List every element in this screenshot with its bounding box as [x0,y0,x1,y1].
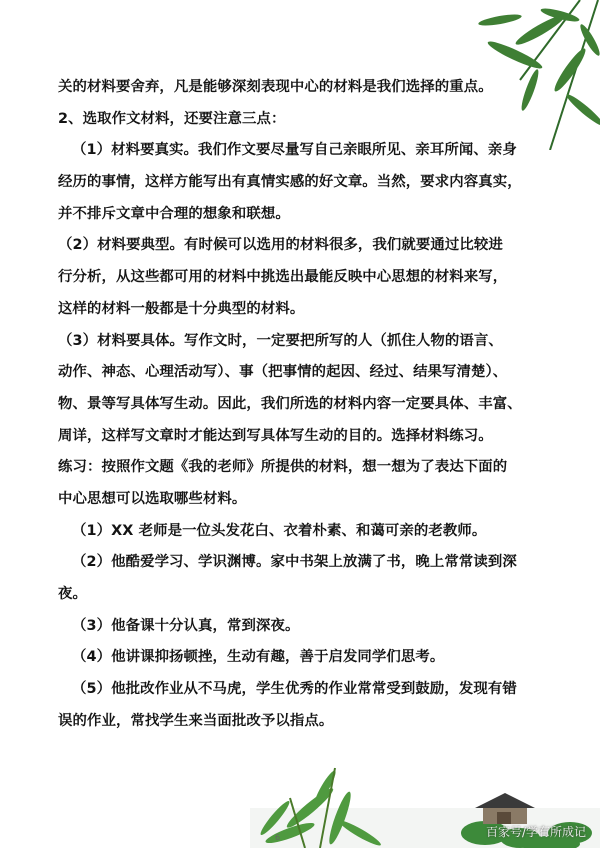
text-line: 2、选取作文材料，还要注意三点： [58,110,286,127]
text-line: 并不排斥文章中合理的想象和联想。 [58,205,290,222]
text-line: （3）材料要具体。写作文时，一定要把所写的人（抓住人物的语言、 [58,332,503,349]
text-line: 物、景等写具体写生动。因此，我们所选的材料内容一定要具体、丰富、 [58,395,522,412]
watermark: 百家号/学有所成记 [485,825,586,839]
text-line: （5）他批改作业从不马虎，学生优秀的作业常常受到鼓励，发现有错 [72,681,517,698]
text-line: 这样的材料一般都是十分典型的材料。 [58,300,305,317]
text-line: （4）他讲课抑扬顿挫，生动有趣，善于启发同学们思考。 [72,649,445,666]
page-number: 6 [275,833,281,842]
document-body [58,72,558,737]
text-line: 周详，这样写文章时才能达到写具体写生动的目的。选择材料练习。 [58,427,493,444]
text-line: 误的作业，常找学生来当面批改予以指点。 [58,712,334,729]
text-line: 夜。 [58,586,87,602]
text-line: 行分析，从这些都可用的材料中挑选出最能反映中心思想的材料来写， [58,269,508,286]
text-line: （3）他备课十分认真，常到深夜。 [72,617,300,634]
text-line: 动作、神态、心理活动写）、事（把事情的起因、经过、结果写清楚）、 [58,364,508,381]
text-line: 练习：按照作文题《我的老师》所提供的材料，想一想为了表达下面的 [58,459,508,476]
text-line: 关的材料要舍弃，凡是能够深刻表现中心的材料是我们选择的重点。 [58,79,493,95]
text-line: （2）他酷爱学习、学识渊博。家中书架上放满了书，晚上常常读到深 [72,554,517,571]
text-line: 中心思想可以选取哪些材料。 [58,490,247,507]
text-line: （2）材料要典型。有时候可以选用的材料很多，我们就要通过比较进 [58,237,503,254]
text-line: （1）XX 老师是一位头发花白、衣着朴素、和蔼可亲的老教师。 [72,522,487,539]
text-line: 经历的事情，这样方能写出有真情实感的好文章。当然，要求内容真实， [58,174,522,191]
text-line: （1）材料要真实。我们作文要尽量写自己亲眼所见、亲耳所闻、亲身 [72,142,517,159]
